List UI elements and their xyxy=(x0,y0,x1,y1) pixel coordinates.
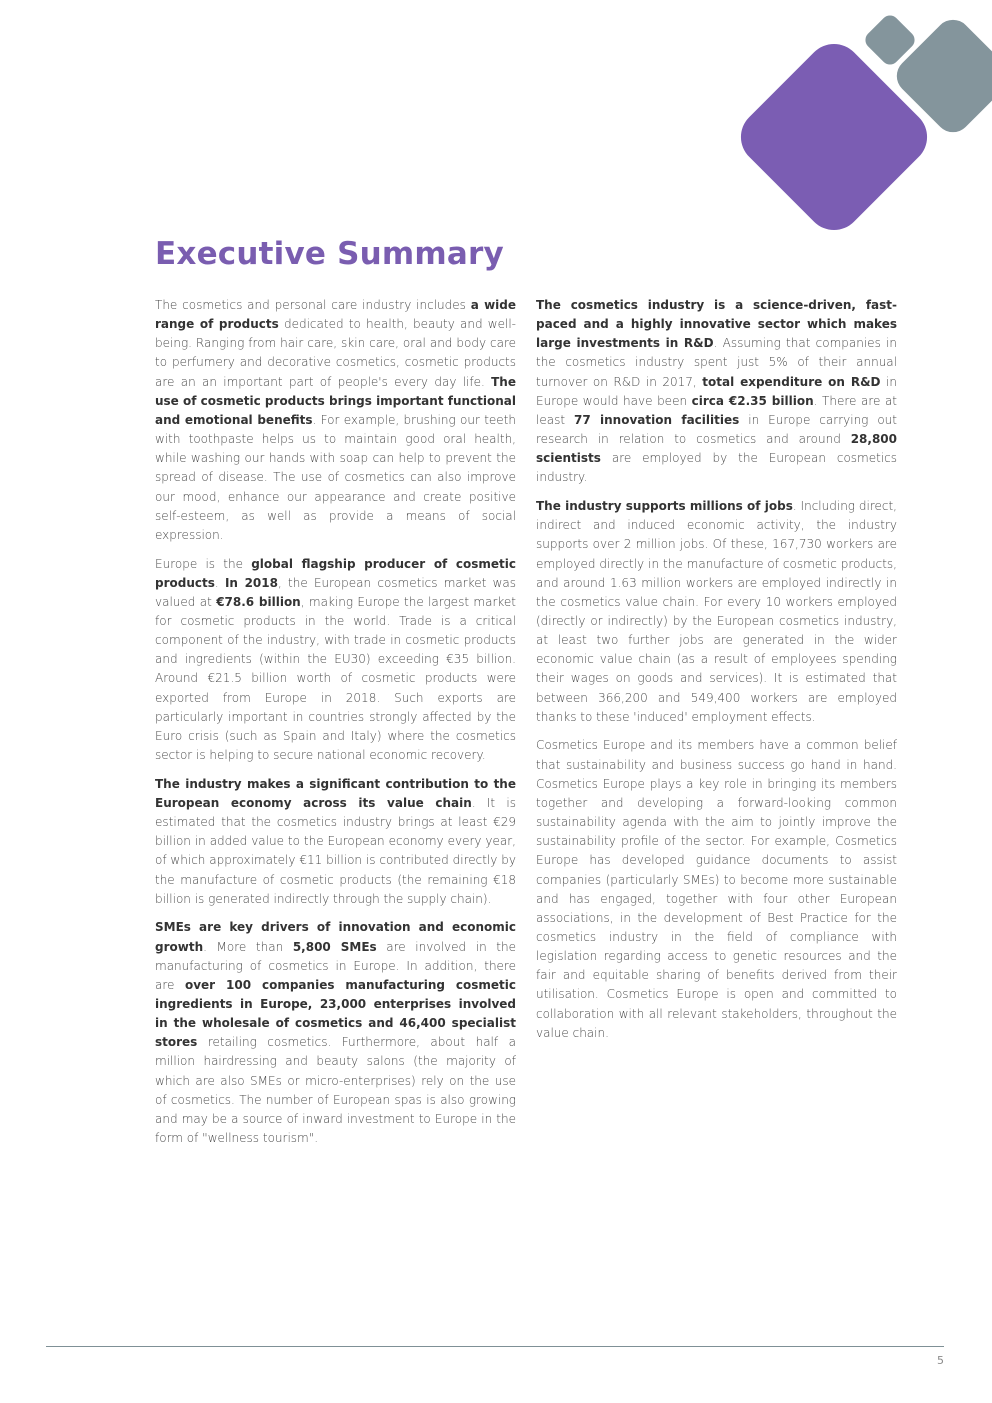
text-run: . There are at least xyxy=(536,393,898,427)
text-run: dedicated to health, beauty and well-being. Ranging from hair care, skin care, oral and body care to perfumery and decorative cosmetics, cosmetic products are an an important part of people's every day life. xyxy=(155,317,516,389)
paragraph-product-range xyxy=(155,296,516,545)
paragraph-global-producer xyxy=(155,555,516,766)
text-run: . More than xyxy=(203,939,293,954)
text-run: are employed by the European cosmetics industry. xyxy=(536,451,897,485)
bold-text-run: SMEs are key drivers of innovation and economic growth xyxy=(155,920,516,954)
text-run: . Assuming that companies in the cosmetics industry spent just 5% of their annual turnover on R&D in 2017, xyxy=(536,336,898,389)
bold-text-run: 5,800 SMEs xyxy=(292,939,377,954)
text-run: The cosmetics and personal care industry includes xyxy=(155,298,471,312)
bold-text-run: The industry supports millions of jobs xyxy=(536,499,793,514)
paragraph-economic-contribution xyxy=(155,775,516,909)
bold-text-run: global flagship producer of cosmetic products xyxy=(155,556,516,590)
text-run: Europe is the xyxy=(155,556,252,571)
bold-text-run: The cosmetics industry is a science-driven, fast-paced and a highly innovative sector which makes large investments in R&D xyxy=(536,298,897,351)
decorative-diamonds xyxy=(0,0,992,260)
paragraph-sustainability xyxy=(536,736,897,1043)
footer-divider xyxy=(46,1346,944,1347)
text-run: . It is estimated that the cosmetics industry brings at least €29 billion in added value to the European economy every year, of which approximately €11 billion is contributed directly by the manufacture of cosmetic products (the remaining €18 billion is generated indirectly through the supply chain). xyxy=(155,795,516,906)
bold-text-run: €78.6 billion xyxy=(216,594,301,609)
right-text-column xyxy=(536,296,897,1052)
bold-text-run: The use of cosmetic products brings important functional and emotional benefits xyxy=(155,374,516,427)
text-run: . For example, brushing our teeth with toothpaste helps us to maintain good oral health, while washing our hands with soap can help to prevent the spread of disease. The use of cosmetics can also improve our mood, enhance our appearance and create positive self-esteem, as well as provide a means of social expression. xyxy=(155,412,516,542)
text-run: . Including direct, indirect and induced economic activity, the industry supports over 2 million jobs. Of these, 167,730 workers are employed directly in the manufacture of cosmetic products, and around 1.63 million workers are employed indirectly in the cosmetics value chain. For every 10 workers employed (directly or indirectly) by the European cosmetics industry, at least two further jobs are generated in the wider economic value chain (as a result of employees spending their wages on goods and services). It is estimated that between 366,200 and 549,400 workers are employed thanks to these 'induced' employment effects. xyxy=(536,499,897,724)
bold-text-run: 28,800 scientists xyxy=(536,432,897,466)
bold-text-run: circa €2.35 billion xyxy=(691,393,814,408)
text-run: Cosmetics Europe and its members have a common belief that sustainability and business success go hand in hand. Cosmetics Europe plays a key role in bringing its members together and developing a forward-looking common sustainability agenda with the aim to jointly improve the sustainability profile of the sector. For example, Cosmetics Europe has developed guidance documents to assist companies (particularly SMEs) to become more sustainable and has engaged, together with four other European associations, in the development of Best Practice for the cosmetics industry in the field of compliance with legislation regarding access to genetic resources and the fair and equitable sharing of benefits derived from their utilisation. Cosmetics Europe is open and committed to collaboration with all relevant stakeholders, throughout the value chain. xyxy=(536,738,897,1040)
bold-text-run: In 2018 xyxy=(224,575,278,590)
paragraph-smes xyxy=(155,918,516,1148)
text-run: retailing cosmetics. Furthermore, about half a million hairdressing and beauty salons (the majority of which are also SMEs or micro-enterprises) rely on the use of cosmetics. The number of European spas is also growing and may be a source of inward investment to Europe in the form of "wellness tourism". xyxy=(155,1035,516,1146)
text-run: in Europe would have been xyxy=(536,374,897,408)
bold-text-run: The industry makes a significant contribution to the European economy across its value chain xyxy=(155,776,516,810)
paragraph-innovation xyxy=(536,296,897,488)
text-run: . xyxy=(214,575,225,590)
text-run: , making Europe the largest market for cosmetic products in the world. Trade is a critical component of the industry, with trade in cosmetic products and ingredients (within the EU30) exceeding €35 billion. Around €21.5 billion worth of cosmetic products were exported from Europe in 2018. Such exports are particularly important in countries strongly affected by the Euro crisis (such as Spain and Italy) where the cosmetics sector is helping to secure national economic recovery. xyxy=(155,594,516,763)
left-text-column xyxy=(155,296,516,1158)
page-number: 5 xyxy=(937,1354,944,1367)
paragraph-jobs xyxy=(536,497,897,727)
bold-text-run: total expenditure on R&D xyxy=(702,374,881,389)
text-run: are involved in the manufacturing of cosmetics in Europe. In addition, there are xyxy=(155,939,516,992)
text-run: in Europe carrying out research in relation to cosmetics and around xyxy=(536,412,897,447)
page-title: Executive Summary xyxy=(155,236,504,272)
bold-text-run: 77 innovation facilities xyxy=(574,412,740,427)
text-run: , the European cosmetics market was valued at xyxy=(155,575,516,609)
bold-text-run: a wide range of products xyxy=(155,298,516,332)
bold-text-run: over 100 companies manufacturing cosmetic ingredients in Europe, 23,000 enterprises involved in the wholesale of cosmetics and 46,400 specialist stores xyxy=(155,977,516,1050)
